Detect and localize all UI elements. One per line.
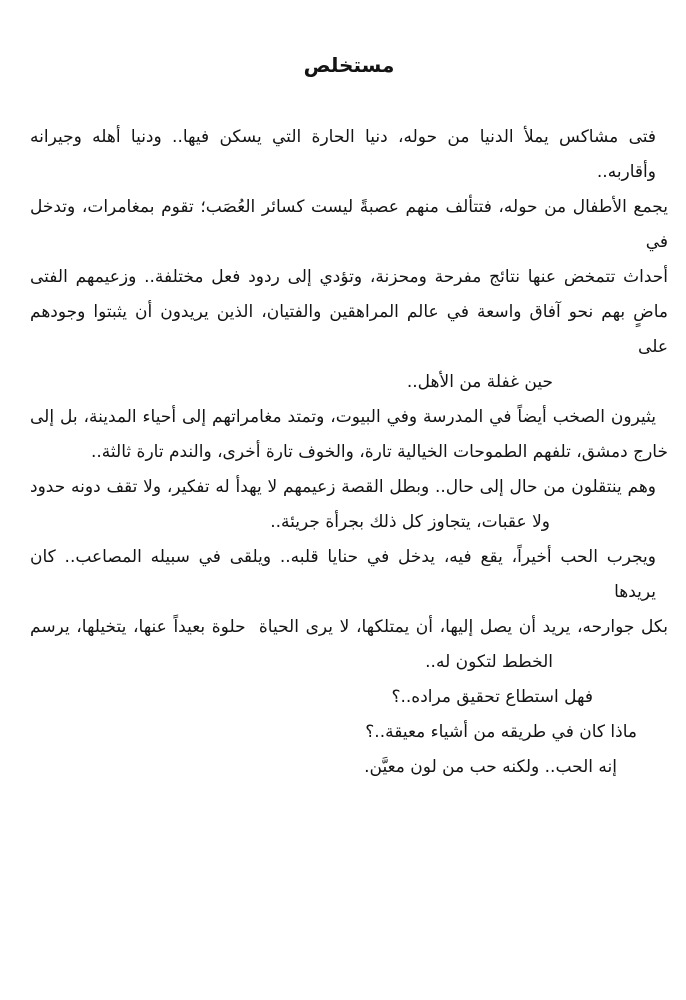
text-line: وهم ينتقلون من حال إلى حال.. وبطل القصة زعيمهم لا يهدأ له تفكير، ولا تقف دونه حدود <box>30 477 656 497</box>
text-line: ماضٍ بهم نحو آفاق واسعة في عالم المراهقين والفتيان، الذين يريدون أن يثبتوا وجودهم على <box>30 302 668 357</box>
text-line: أحداث تتمخض عنها نتائج مفرحة ومحزنة، وتؤدي إلى ردود فعل مختلفة.. وزعيمهم الفتى <box>30 267 668 287</box>
text-line: بكل جوارحه، يريد أن يصل إليها، أن يمتلكها، لا يرى الحياة حلوة بعيداً عنها، يتخيلها، يرسم <box>30 617 668 637</box>
text-line: فهل استطاع تحقيق مراده..؟ <box>391 687 593 707</box>
text-line: ماذا كان في طريقه من أشياء معيقة..؟ <box>365 722 637 742</box>
text-line: حين غفلة من الأهل.. <box>406 372 553 392</box>
abstract-body <box>30 120 668 785</box>
text-line: ويجرب الحب أخيراً، يقع فيه، يدخل في حنايا قلبه.. ويلقى في سبيله المصاعب.. كان يريدها <box>30 547 656 602</box>
text-line: يثيرون الصخب أيضاً في المدرسة وفي البيوت، وتمتد مغامراتهم إلى أحياء المدينة، بل إلى <box>30 407 656 427</box>
text-line: ولا عقبات، يتجاوز كل ذلك بجرأة جريئة.. <box>270 512 550 532</box>
text-line: فتى مشاكس يملأ الدنيا من حوله، دنيا الحارة التي يسكن فيها.. ودنيا أهله وجيرانه وأقاربه.. <box>30 127 656 182</box>
text-line: الخطط لتكون له.. <box>425 652 553 672</box>
text-line: إنه الحب.. ولكنه حب من لون معيَّن. <box>364 757 617 777</box>
page-title: مستخلص <box>303 53 395 77</box>
text-line: خارج دمشق، تلفهم الطموحات الخيالية تارة، والخوف تارة أخرى، والندم تارة ثالثة.. <box>91 442 668 462</box>
text-line: يجمع الأطفال من حوله، فتتألف منهم عصبةً ليست كسائر العُصَب؛ تقوم بمغامرات، وتدخل في <box>30 197 668 252</box>
